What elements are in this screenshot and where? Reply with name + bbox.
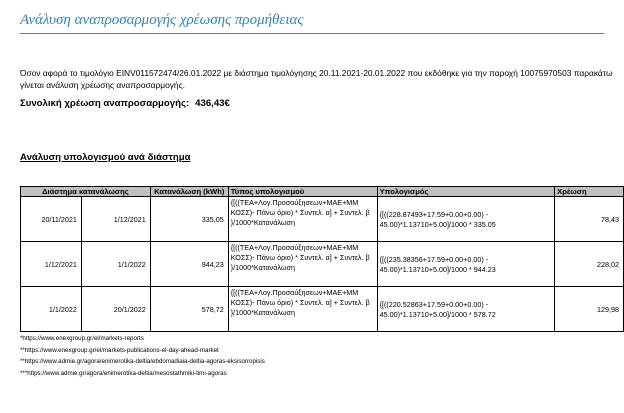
calculation-table [20,186,624,332]
total-charge [20,98,230,109]
charge-cell: 228,02 [555,242,624,287]
total-charge-label: Συνολική χρέωση αναπροσαρμογής: [20,98,190,109]
footnote-link[interactable]: **https://www.admie.gr/agora/enimerotika-deltia/ebdomadiaia-deltia-agoras-eksisorropisis [20,358,265,365]
page-title: Ανάλυση αναπροσαρμογής χρέωσης προμήθειας [20,12,304,28]
period-from: 20/11/2021 [21,197,82,242]
table-row [21,242,624,287]
header-period: Διάστημα κατανάλωσης [21,187,151,197]
calculation-cell: {[((228.87493+17.59+0.00+0.00) - 45.00)*1.13710+5.00]/1000 * 335.05 [377,197,555,242]
footnote-link[interactable]: *https://www.enexgroup.gr/el/markets-reports [20,335,144,342]
table-row [21,287,624,332]
calc-type-cell: {[((ΤΕΑ+Λογ.Προσαύξησεων+ΜΑΕ+ΜΜ ΚΟΣΣ)- Πάνω όριο) * Συντελ. α] + Συντελ. β }/1000*Κατανάλωση [228,287,377,332]
calculation-cell: {[((235.38356+17.59+0.00+0.00) - 45.00)*1.13710+5.00]/1000 * 944.23 [377,242,555,287]
header-calc-type: Τύπος υπολογισμού [228,187,377,197]
consumption-cell: 335,05 [150,197,228,242]
period-to: 1/1/2022 [81,242,150,287]
period-from: 1/12/2021 [21,242,82,287]
consumption-cell: 578,72 [150,287,228,332]
period-to: 20/1/2022 [81,287,150,332]
footnote-link[interactable]: ***https://www.admie.gr/agora/enimerotika-deltia/mesostathmiki-timi-agoras [20,369,227,377]
table-row [21,197,624,242]
title-divider [20,33,604,34]
calc-type-cell: {[((ΤΕΑ+Λογ.Προσαύξησεων+ΜΑΕ+ΜΜ ΚΟΣΣ)- Πάνω όριο) * Συντελ. α] + Συντελ. β }/1000*Κατανάλωση [228,242,377,287]
header-charge: Χρέωση [555,187,624,197]
intro-paragraph: Όσον αφορά το τιμολόγιο EINV011572474/26.01.2022 με διάστημα τιμολόγησης 20.11.2021-20.01.2022 που εκδόθηκε για την παροχή 10075970503 παρακάτω γίνεται ανάλυση χρέωσης αναπροσαρμογής. [20,68,613,90]
section-title: Ανάλυση υπολογισμού ανά διάστημα [20,152,191,163]
period-to: 1/12/2021 [81,197,150,242]
calculation-cell: {[((220.52863+17.59+0.00+0.00) - 45.00)*1.13710+5.00]/1000 * 578.72 [377,287,555,332]
charge-cell: 78,43 [555,197,624,242]
consumption-cell: 944,23 [150,242,228,287]
header-calculation: Υπολογισμός [377,187,555,197]
table-header-row [21,187,624,197]
charge-cell: 129,98 [555,287,624,332]
total-charge-value: 436,43€ [195,98,230,109]
period-from: 1/1/2022 [21,287,82,332]
calc-type-cell: {[((ΤΕΑ+Λογ.Προσαύξησεων+ΜΑΕ+ΜΜ ΚΟΣΣ)- Πάνω όριο) * Συντελ. α] + Συντελ. β }/1000*Κατανάλωση [228,197,377,242]
footnotes [20,333,265,379]
header-consumption: Κατανάλωση (kWh) [150,187,228,197]
footnote-link[interactable]: **https://www.enexgroup.gr/el/markets-publications-el-day-ahead-market [20,346,219,354]
